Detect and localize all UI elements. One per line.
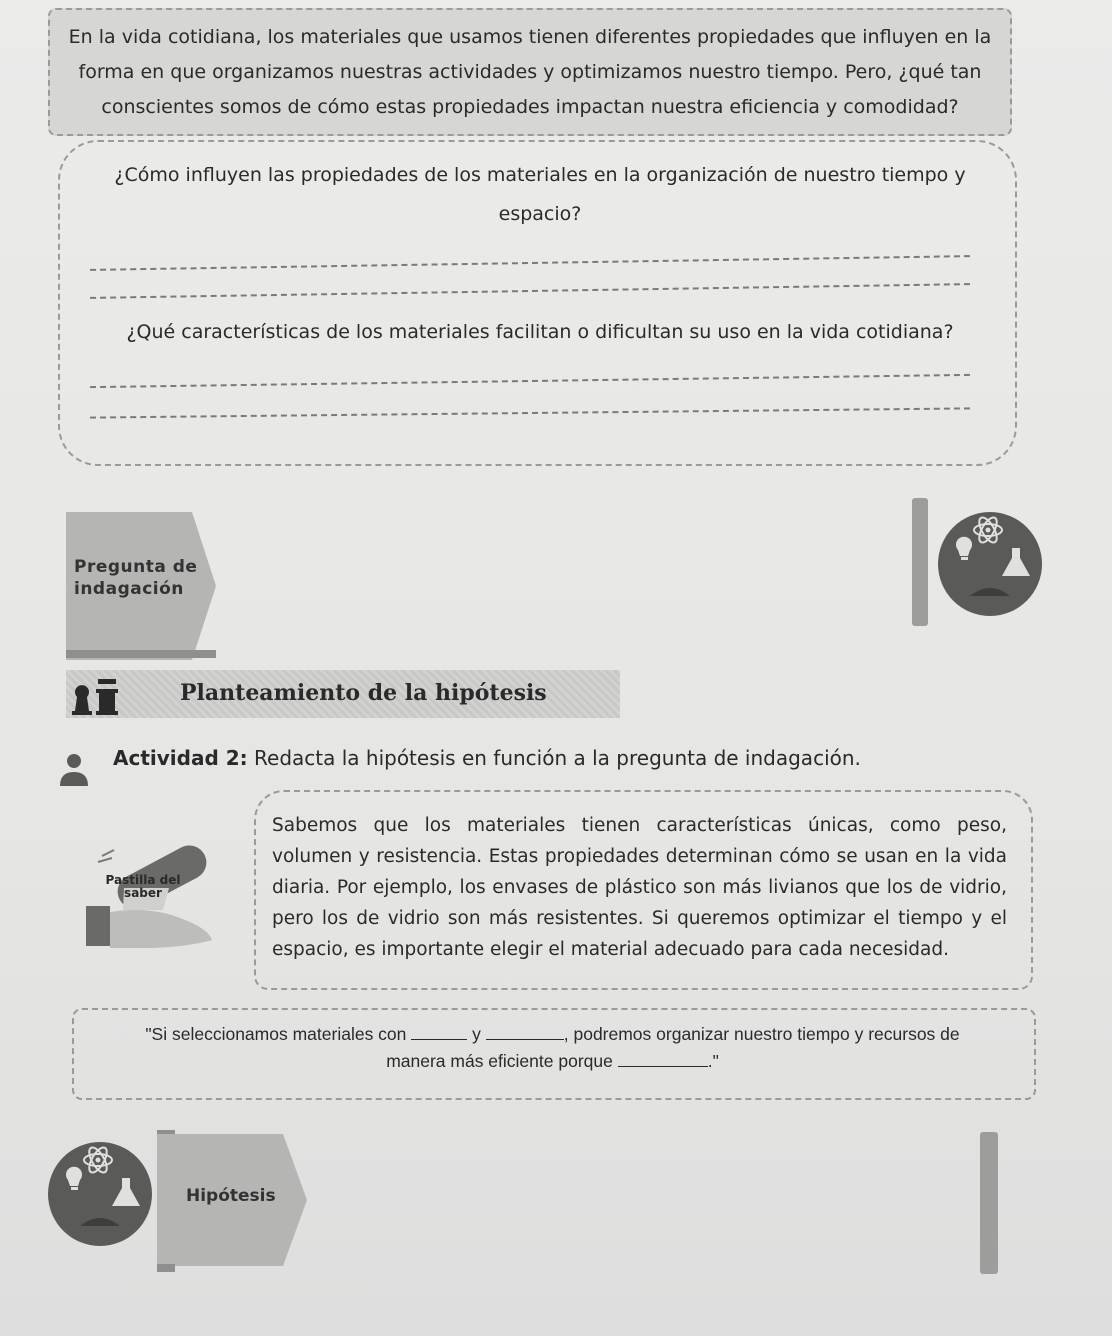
pastilla-label-line-2: saber bbox=[124, 886, 162, 900]
intro-line: forma en que organizamos nuestras actividades y optimizamos nuestro tiempo. Pero, ¿qué tan bbox=[78, 61, 982, 83]
intro-line: conscientes somos de cómo estas propiedades impactan nuestra eficiencia y comodidad? bbox=[101, 96, 959, 118]
template-text-4: manera más eficiente porque bbox=[386, 1051, 618, 1071]
template-text-5: ." bbox=[707, 1051, 719, 1071]
blank-2[interactable] bbox=[486, 1025, 564, 1040]
pastilla-label-line-1: Pastilla del bbox=[105, 873, 181, 887]
question-1-line-1: ¿Cómo influyen las propiedades de los materiales en la organización de nuestro tiempo y bbox=[114, 164, 966, 186]
pastilla-label bbox=[98, 874, 188, 900]
intro-line: En la vida cotidiana, los materiales que usamos tienen diferentes propiedades que influyen en la bbox=[68, 26, 992, 48]
hipotesis-right-bar bbox=[980, 1132, 998, 1274]
blank-3[interactable] bbox=[618, 1052, 708, 1067]
hypothesis-template-line-1 bbox=[80, 1024, 1025, 1045]
pregunta-tab-line-2: indagación bbox=[74, 579, 184, 599]
pastilla-text: Sabemos que los materiales tienen características únicas, como peso, volumen y resistencia. Estas propiedades determinan cómo se usan en la vida diaria. Por ejemplo, los envases de plástico son más livianos que los de vidrio, pero los de vidrio son más resistentes. Si queremos optimizar el tiempo y el espacio, es importante elegir el material adecuado para cada necesidad. bbox=[272, 815, 1007, 960]
chess-pieces-icon bbox=[68, 677, 120, 717]
hypothesis-template-line-2 bbox=[80, 1051, 1025, 1072]
hipotesis-tab-label: Hipótesis bbox=[186, 1186, 276, 1206]
pregunta-tab-label bbox=[74, 556, 197, 600]
question-1-line-2: espacio? bbox=[498, 203, 582, 225]
pregunta-right-bar bbox=[912, 498, 928, 626]
activity-2-text: Redacta la hipótesis en función a la pregunta de indagación. bbox=[247, 746, 861, 770]
template-text-2: y bbox=[467, 1024, 486, 1044]
pregunta-tab-underline bbox=[66, 650, 216, 658]
student-icon bbox=[58, 752, 90, 786]
template-text-3: , podremos organizar nuestro tiempo y recursos de bbox=[563, 1024, 960, 1044]
science-icon bbox=[930, 504, 1050, 618]
hypothesis-section-title: Planteamiento de la hipótesis bbox=[180, 680, 547, 706]
hipotesis-tab-bottom-accent bbox=[157, 1264, 175, 1272]
science-icon bbox=[40, 1136, 160, 1250]
intro-paragraph bbox=[60, 20, 1000, 125]
question-2: ¿Qué características de los materiales facilitan o dificultan su uso en la vida cotidiana? bbox=[126, 321, 954, 343]
blank-1[interactable] bbox=[411, 1025, 467, 1040]
activity-2-label: Actividad 2: bbox=[113, 746, 248, 770]
template-text-1: "Si seleccionamos materiales con bbox=[145, 1024, 412, 1044]
pregunta-tab-line-1: Pregunta de bbox=[74, 557, 198, 577]
question-1 bbox=[100, 158, 980, 232]
activity-2-instruction bbox=[113, 746, 861, 770]
